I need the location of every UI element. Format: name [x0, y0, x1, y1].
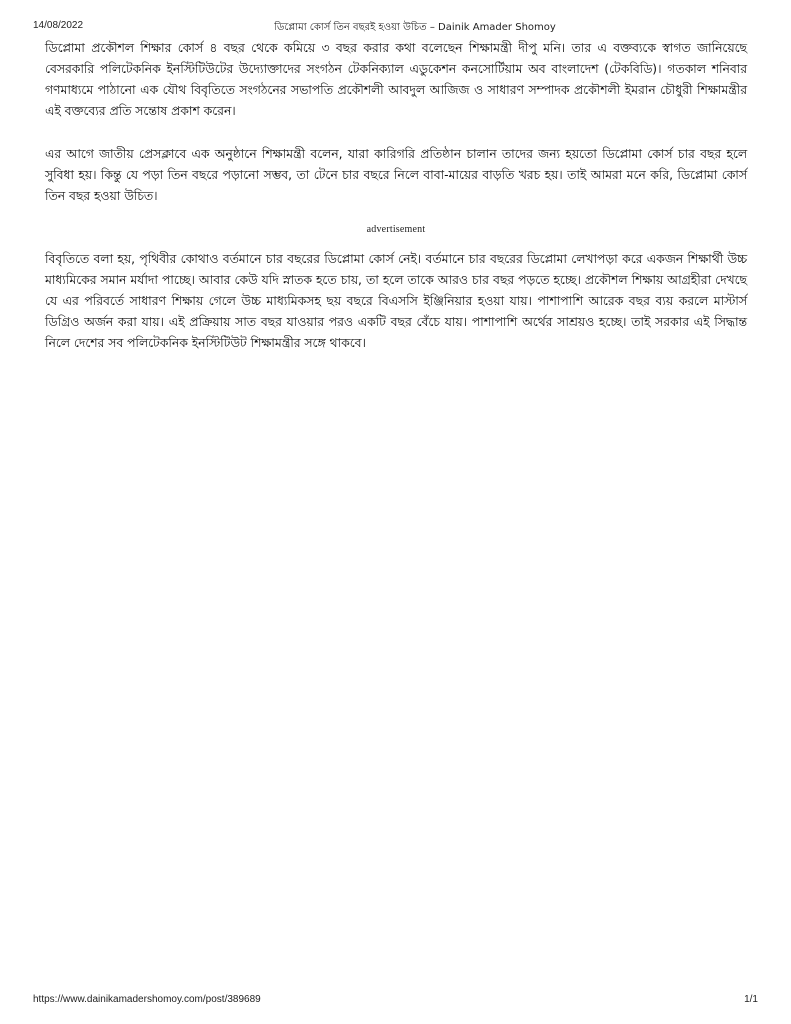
print-page-number: 1/1: [744, 994, 758, 1005]
article-paragraph-1: ডিপ্লোমা প্রকৌশল শিক্ষার কোর্স ৪ বছর থেকে কমিয়ে ৩ বছর করার কথা বলেছেন শিক্ষামন্ত্রী দীপু মনি। তার এ বক্তব্যকে স্বাগত জানিয়েছে বেসরকারি পলিটেকনিক ইনস্টিটিউটের উদ্যোক্তাদের সংগঠন টেকনিক্যাল এডুকেশন কনসোর্টিয়াম অব বাংলাদেশ (টেকবিডি)। গতকাল শনিবার গণমাধ্যমে পাঠানো এক যৌথ বিবৃতিতে সংগঠনের সভাপতি প্রকৌশলী আবদুল আজিজ ও সাধারণ সম্পাদক প্রকৌশলী ইমরান চৌধুরী শিক্ষামন্ত্রীর এই বক্তব্যের প্রতি সন্তোষ প্রকাশ করেন।: [45, 41, 747, 118]
advertisement-label: advertisement: [366, 224, 426, 235]
print-date: 14/08/2022: [33, 20, 84, 31]
article-body: [45, 38, 747, 354]
article-paragraph-2: এর আগে জাতীয় প্রেসক্লাবে এক অনুষ্ঠানে শিক্ষামন্ত্রী বলেন, যারা কারিগরি প্রতিষ্ঠান চালান তাদের জন্য হয়তো ডিপ্লোমা কোর্স চার বছর হলে সুবিধা হয়। কিন্তু যে পড়া তিন বছরে পড়ানো সম্ভব, তা টেনে চার বছরে নিলে বাবা-মায়ের বাড়তি খরচ হয়। তাই আমরা মনে করি, ডিপ্লোমা কোর্স তিন বছর হওয়া উচিত।: [45, 147, 747, 203]
article-paragraph-3: বিবৃতিতে বলা হয়, পৃথিবীর কোথাও বর্তমানে চার বছরের ডিপ্লোমা কোর্স নেই। বর্তমানে চার বছরের ডিপ্লোমা লেখাপড়া করে একজন শিক্ষার্থী উচ্চ মাধ্যমিকের সমান মর্যাদা পাচ্ছে। আবার কেউ যদি স্নাতক হতে চায়, তা হলে তাকে আরও চার বছর পড়তে হচ্ছে। প্রকৌশল শিক্ষায় আগ্রহীরা দেখছে যে এর পরিবর্তে সাধারণ শিক্ষায় গেলে উচ্চ মাধ্যমিকসহ ছয় বছরে বিএসসি ইঞ্জিনিয়ার হওয়া যায়। পাশাপাশি আরেক বছর ব্যয় করলে মাস্টার্স ডিগ্রিও অর্জন করা যায়। এই প্রক্রিয়ায় সাত বছর যাওয়ার পরও একটি বছর বেঁচে যায়। পাশাপাশি অর্থের সাশ্রয়ও হচ্ছে। তাই সরকার এই সিদ্ধান্ত নিলে দেশের সব পলিটেকনিক ইনস্টিটিউট শিক্ষামন্ত্রীর সঙ্গে থাকবে।: [45, 252, 747, 350]
print-source-url[interactable]: https://www.dainikamadershomoy.com/post/389689: [33, 994, 261, 1005]
print-page-title: ডিপ্লোমা কোর্স তিন বছরই হওয়া উচিত – Dainik Amader Shomoy: [274, 22, 556, 33]
